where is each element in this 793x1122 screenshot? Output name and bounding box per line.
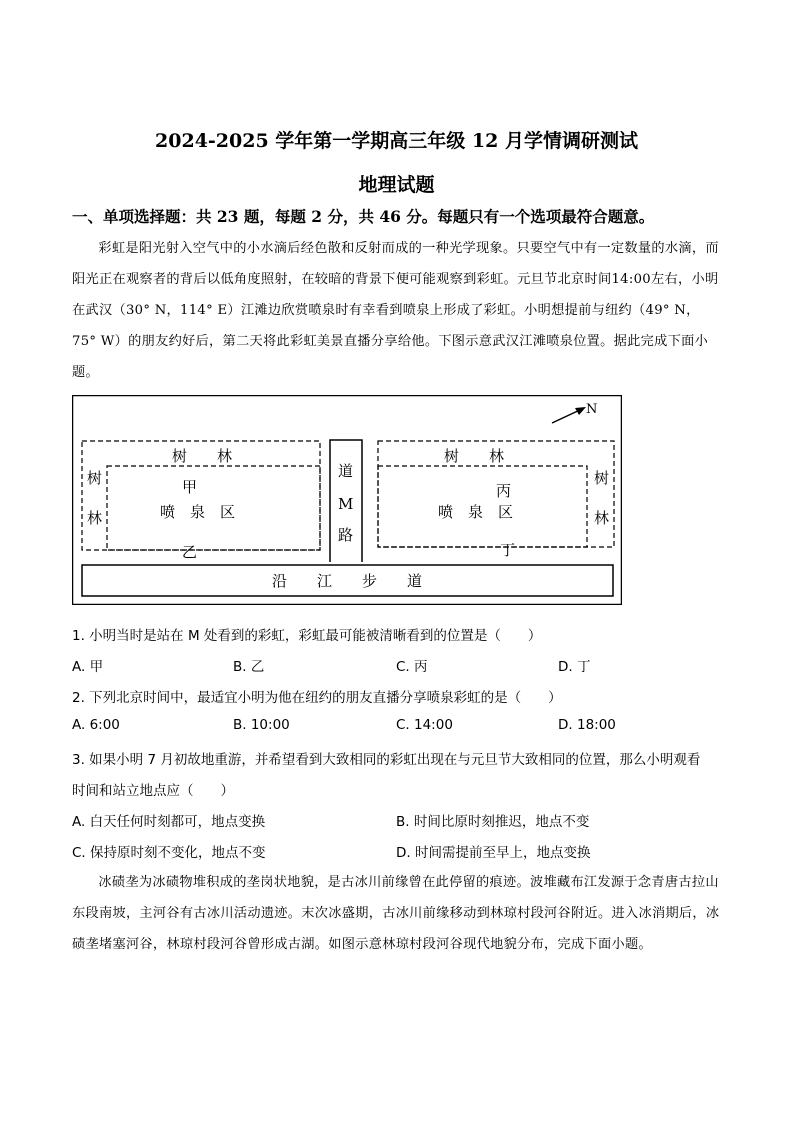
road-label-3: 路 [338,526,354,544]
q1-option-a: A. 甲 [72,659,104,675]
q3-option-c: C. 保持原时刻不变化，地点不变 [72,845,266,861]
riverside-label: 沿 江 步 道 [272,572,423,590]
q2-option-a: A. 6:00 [72,717,120,733]
left-fountain-label: 喷 泉 区 [160,503,236,521]
left-trees-top-label: 树 林 [172,447,233,465]
passage-rainbow: 彩虹是阳光射入空气中的小水滴后经色散和反射而成的一种光学现象。只要空气中有一定数量的水滴，而阳光正在观察者的背后以低角度照射，在较暗的背景下便可能观察到彩虹。元旦节北京时间14:00左右，小明在武汉（30° N，114° E）江滩边欣赏喷泉时有幸看到喷泉上形成了彩虹。小明想提前与纽约（49° N，75° W）的朋友约好后，第二天将此彩虹美景直播分享给他。下图示意武汉江滩喷泉位置。据此完成下面小题。 [72,241,719,380]
q3-option-b: B. 时间比原时刻推迟，地点不变 [396,814,590,830]
q1-option-b: B. 乙 [233,659,265,675]
road-label-1: 道 [338,462,354,480]
right-fountain-label: 喷 泉 区 [438,503,514,521]
exam-title: 2024-2025 学年第一学期高三年级 12 月学情调研测试 [155,130,638,152]
q3-option-d: D. 时间需提前至早上，地点变换 [396,845,591,861]
question-2: 2. 下列北京时间中，最适宜小明为他在纽约的朋友直播分享喷泉彩虹的是（ ） [72,690,562,706]
point-yi: 乙 [182,543,198,561]
exam-subtitle: 地理试题 [358,174,435,196]
point-ding: 丁 [500,541,516,559]
right-trees-top-label: 树 林 [444,447,505,465]
q3-option-a: A. 白天任何时刻都可，地点变换 [72,814,266,830]
q2-option-b: B. 10:00 [233,717,290,733]
road-label-2: M [338,495,354,513]
point-jia: 甲 [182,478,198,496]
left-trees-side-label-1: 树 [87,469,103,487]
q1-option-c: C. 丙 [396,659,428,675]
q2-option-d: D. 18:00 [558,717,616,733]
right-trees-side-label-1: 树 [594,469,610,487]
passage-moraine: 冰碛垄为冰碛物堆积成的垄岗状地貌，是古冰川前缘曾在此停留的痕迹。波堆藏布江发源于念青唐古拉山东段南坡，主河谷有古冰川活动遗迹。末次冰盛期，古冰川前缘移动到林琼村段河谷附近。进入冰消期后，冰碛垄堵塞河谷，林琼村段河谷曾形成古湖。如图示意林琼村段河谷现代地貌分布，完成下面小题。 [72,875,720,952]
left-trees-side-label-2: 林 [87,509,103,527]
north-arrow-icon [552,407,586,423]
q1-option-d: D. 丁 [558,659,591,675]
question-3-line-2: 时间和站立地点应（ ） [72,783,234,799]
fountain-location-diagram [72,395,622,605]
right-trees-side-label-2: 林 [594,509,610,527]
q2-option-c: C. 14:00 [396,717,453,733]
section-heading: 一、单项选择题：共 23 题，每题 2 分，共 46 分。每题只有一个选项最符合题意。 [72,207,655,226]
north-label: N [586,402,598,417]
question-3-line-1: 3. 如果小明 7 月初故地重游，并希望看到大致相同的彩虹出现在与元旦节大致相同的位置，那么小明观看 [72,752,701,768]
question-1: 1. 小明当时是站在 M 处看到的彩虹，彩虹最可能被清晰看到的位置是（ ） [72,628,542,644]
point-bing: 丙 [496,482,512,500]
